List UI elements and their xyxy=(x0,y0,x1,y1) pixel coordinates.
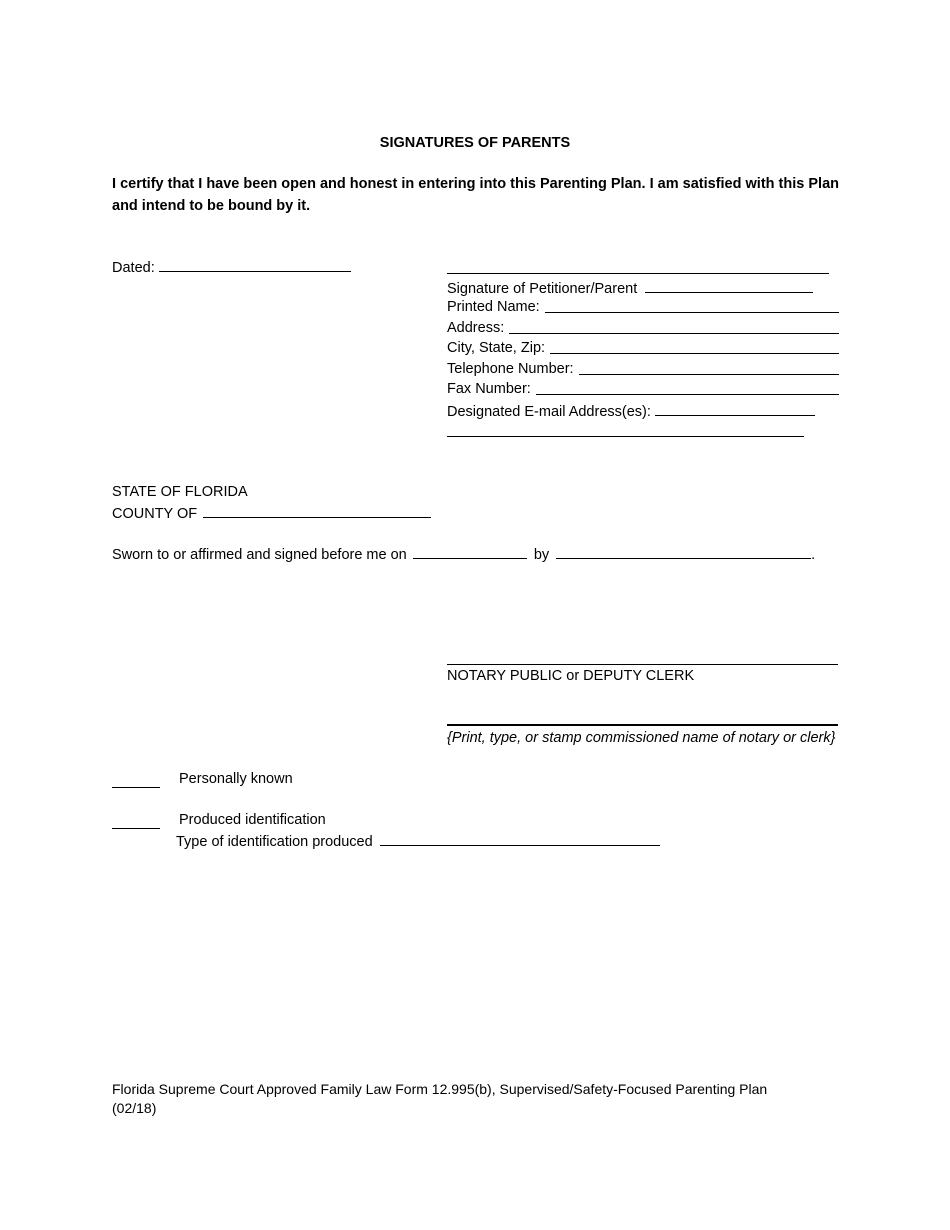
printed-name-field[interactable] xyxy=(545,297,839,313)
signature-field[interactable] xyxy=(645,277,813,293)
by-label: by xyxy=(533,547,550,563)
email-field[interactable] xyxy=(655,400,815,416)
id-type-field[interactable] xyxy=(380,830,660,846)
sworn-date-field[interactable] xyxy=(413,543,527,559)
county-field[interactable] xyxy=(203,502,431,518)
state-label: STATE OF FLORIDA xyxy=(112,484,248,500)
city-state-zip-label: City, State, Zip: xyxy=(447,340,546,356)
address-field[interactable] xyxy=(509,318,839,334)
fax-field[interactable] xyxy=(536,379,839,395)
footer-form-line: Florida Supreme Court Approved Family Law Form 12.995(b), Supervised/Safety-Focused Parenting Plan xyxy=(112,1081,768,1097)
dated-row xyxy=(112,256,351,278)
county-row xyxy=(112,502,431,524)
personally-known-label: Personally known xyxy=(179,771,293,787)
dated-label: Dated: xyxy=(112,260,155,276)
sworn-text: Sworn to or affirmed and signed before me on xyxy=(112,547,407,563)
dated-field[interactable] xyxy=(159,256,351,272)
telephone-label: Telephone Number: xyxy=(447,361,574,377)
sworn-by-field[interactable] xyxy=(556,543,811,559)
sworn-period: . xyxy=(811,547,816,563)
city-state-zip-field[interactable] xyxy=(550,338,839,354)
signature-line[interactable] xyxy=(447,273,829,274)
printed-name-row xyxy=(447,297,839,317)
email-row xyxy=(447,400,815,422)
county-label: COUNTY OF xyxy=(112,506,198,522)
notary-print-note: {Print, type, or stamp commissioned name of notary or clerk} xyxy=(447,730,836,746)
address-label: Address: xyxy=(447,320,505,336)
footer-date-line: (02/18) xyxy=(112,1100,157,1116)
page-title: SIGNATURES OF PARENTS xyxy=(379,135,571,151)
id-type-row xyxy=(176,830,660,852)
notary-label: NOTARY PUBLIC or DEPUTY CLERK xyxy=(447,668,695,684)
id-type-label: Type of identification produced xyxy=(176,834,373,850)
signature-label: Signature of Petitioner/Parent xyxy=(447,281,638,297)
produced-id-label: Produced identification xyxy=(179,812,326,828)
notary-name-line[interactable] xyxy=(447,724,838,726)
city-state-zip-row xyxy=(447,338,839,358)
email-continuation-line[interactable] xyxy=(447,436,804,437)
address-row xyxy=(447,318,839,338)
telephone-field[interactable] xyxy=(579,359,839,375)
notary-signature-line[interactable] xyxy=(447,664,838,665)
telephone-row xyxy=(447,359,839,379)
fax-row xyxy=(447,379,839,399)
fax-label: Fax Number: xyxy=(447,381,531,397)
personally-known-checkline[interactable] xyxy=(112,787,160,788)
signature-row xyxy=(447,277,813,299)
sworn-row xyxy=(112,543,815,565)
produced-id-checkline[interactable] xyxy=(112,828,160,829)
printed-name-label: Printed Name: xyxy=(447,299,540,315)
certification-text: I certify that I have been open and honest in entering into this Parenting Plan. I am satisfied with this Plan and intend to be bound by it. xyxy=(112,176,839,214)
email-label: Designated E-mail Address(es): xyxy=(447,404,651,420)
